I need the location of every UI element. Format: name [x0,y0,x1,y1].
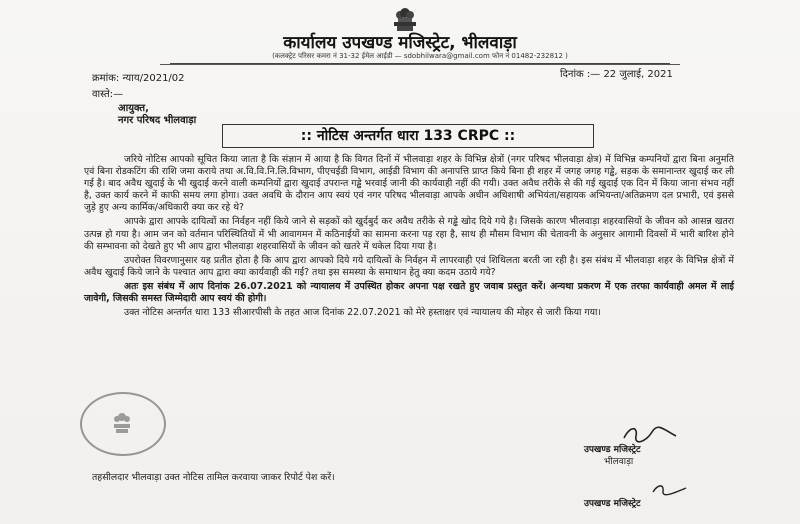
paragraph: अतः इस संबंध में आप दिनांक 26.07.2021 को न्यायालय में उपस्थित होकर अपना पक्ष रखते हुए जवाब प्रस्तुत करें। अन्यथा प्रकरण में एक तरफा कार्यवाही अमल में लाई जावेगी, जिसकी समस्त जिम्मेदारी आप स्वयं की होगी। [84,280,734,305]
notice-body [84,154,734,321]
paragraph: उक्त नोटिस अन्तर्गत धारा 133 सीआरपीसी के तहत आज दिनांक 22.07.2021 को मेरे हस्ताक्षर एवं न्यायालय की मोहर से जारी किया गया। [124,307,601,319]
signatory-place: भीलवाड़ा [604,457,634,467]
office-address: (कलक्ट्रेट परिसर कमरा नं 31-32 ईमेल आईडी — sdobhilwara@gmail.com फोन नं 01482-232812 ) [170,52,670,64]
reference-number: क्रमांक: न्याय/2021/02 [92,73,185,84]
recipient-title: आयुक्त, [118,103,149,114]
paragraph: आपके द्वारा आपके दायित्वों का निर्वहन नहीं किये जाने से सड़कों को खुर्दबुर्द कर अवैध तरीके से गड्ढे खोद दिये गये है। जिसके कारण भीलवाड़ा शहरवासियों के जीवन को आसन्न खतरा उत्पन्न हो गया है। आम जन को वर्तमान परिस्थितियों में भी आवागमन में कठिनाईयों का सामना करना पड़ रहा है, साथ ही मौसम विभाग की चेतावनी के अनुसार आगामी दिवसों में भारी बारिश होने की सम्भावना को देखते हुए भी आप द्वारा भीलवाड़ा शहरवासियों के जीवन को खतरे में धकेल दिया गया है। [84,216,734,252]
second-signatory-designation: उपखण्ड मजिस्ट्रेट [584,499,641,509]
office-title: कार्यालय उपखण्ड मजिस्ट्रेट, भीलवाड़ा [283,33,517,53]
header-divider [160,64,680,65]
notice-date: दिनांक :— 22 जुलाई, 2021 [560,69,673,80]
signatory-designation: उपखण्ड मजिस्ट्रेट [584,445,641,455]
paragraph: उपरोक्त विवरणानुसार यह प्रतीत होता है कि आप द्वारा आपको दिये गये दायित्वों के निर्वहन में लापरवाही एवं शिथिलता बरती जा रही है। इस संबंध में भीलवाड़ा शहर के विभिन्न क्षेत्रों में अवैध खुदाई किये जाने के पश्चात आप द्वारा क्या कार्यवाही की गई? तथा इस समस्या के समाधान हेतु क्या कदम उठाये गये? [84,254,734,278]
signature-mark [620,424,680,444]
paragraph: जरिये नोटिस आपको सूचित किया जाता है कि संज्ञान में आया है कि विगत दिनों में भीलवाड़ा शहर के विभिन्न क्षेत्रों (नगर परिषद भीलवाड़ा क्षेत्र) में विभिन्न कम्पनियों द्वारा बिना अनुमति एवं बिना रोडकटिंग की राशि जमा कराये तथा अ.वि.वि.नि.लि.विभाग, पीएचईडी विभाग, आईडी विभाग की अनापत्ति प्राप्त किये बिना ही शहर में जगह जगह गड्ढे, सड़क के समानान्तर खुदाई कर ली गई है। बाद अवैध खुदाई के भी खुदाई करने वाली कम्पनियों द्वारा खुदाई उपरान्त गड्ढे भरवाई जानी की कार्यवाही नहीं की गयी। उक्त अवैध तरीके से की गई खुदाई एक दिन में किया जाना संभव नहीं है, उक्त कार्य करने में काफी समय लगा होगा। उक्त अवधि के दौरान आप स्वयं एवं नगर परिषद भीलवाड़ा आपके अधीन अधिशाषी अभियंता/सहायक अभियन्ता/अतिक्रमण दल प्रभारी, एवं इससे जुड़े हुए अन्य कार्मिक/अधिकारी क्या कर रहे थे? [84,154,734,214]
court-seal-icon [80,392,166,456]
recipient-office: नगर परिषद भीलवाड़ा [118,115,197,126]
signature-mark [650,482,690,496]
notice-heading: :: नोटिस अन्तर्गत धारा 133 CRPC :: [222,124,594,148]
copy-instruction: तहसीलदार भीलवाड़ा उक्त नोटिस तामिल करवाया जाकर रिपोर्ट पेश करें। [92,472,335,483]
recipient-prefix: वास्ते:— [92,89,124,100]
